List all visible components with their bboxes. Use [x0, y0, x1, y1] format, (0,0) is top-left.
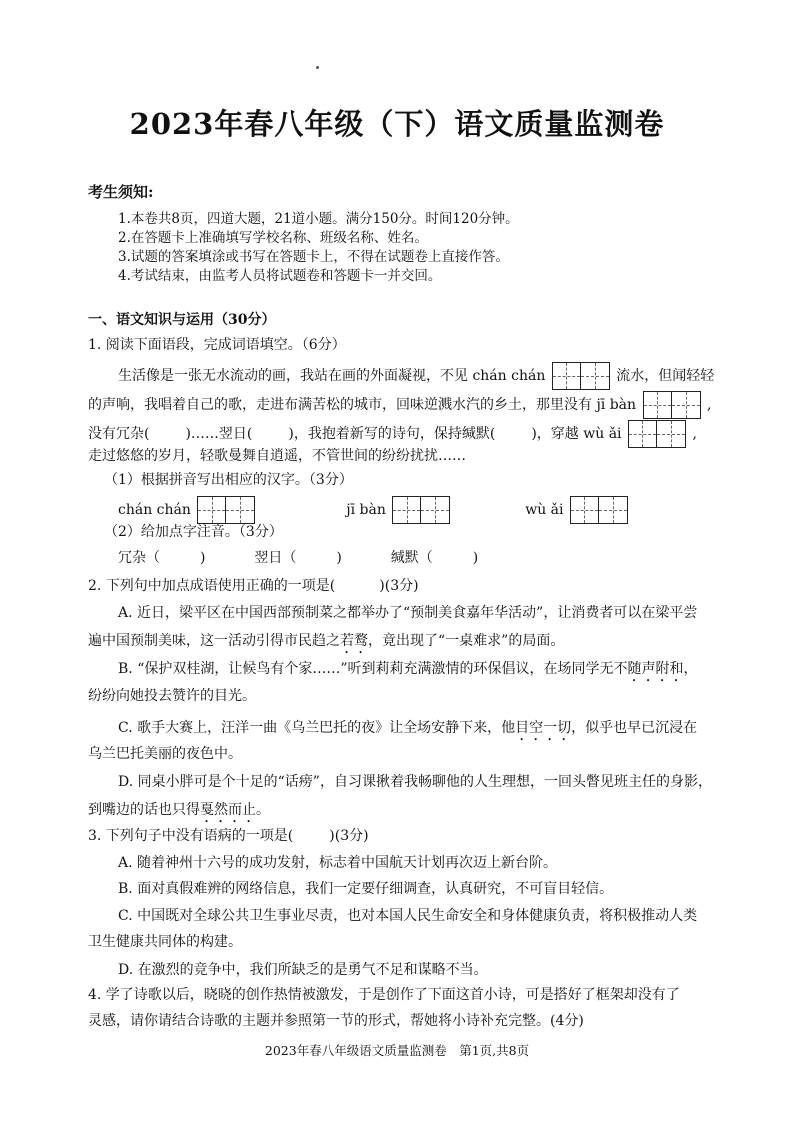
q2-option-b: B. “保护双桂湖，让候鸟有个家……”听到莉莉充满激情的环保倡议，在场同学无不随声附和， [118, 661, 698, 677]
q1-text: )，我抱着新写的诗句，保持缄默( [288, 426, 496, 442]
notice-item: 3.试题的答案填涂或书写在答题卡上，不得在试题卷上直接作答。 [118, 249, 509, 265]
answer-grid[interactable] [392, 496, 450, 524]
q2-option-a-cont: 遍中国预制美味，这一活动引得市民趋之若鹜，竟出现了“一桌难求”的局面。 [88, 633, 565, 649]
answer-grid-chanchan[interactable] [552, 362, 610, 390]
q3-stem: 3. 下列句子中没有语病的一项是( )(3分) [88, 828, 369, 844]
q3-option-b: B. 面对真假难辨的网络信息，我们一定要仔细调查，认真研究，不可盲目轻信。 [118, 881, 614, 897]
q3-option-d: D. 在激烈的竞争中，我们所缺乏的是勇气不足和谋略不当。 [118, 962, 488, 978]
page-title: 2023年春八年级（下）语文质量监测卷 [129, 107, 665, 141]
pinyin-label: wù ǎi [525, 502, 564, 518]
q2-option-a: A. 近日，梁平区在中国西部预制菜之都举办了“预制美食嘉年华活动”，让消费者可以在梁平尝 [118, 605, 698, 621]
notice-item: 4.考试结束，由监考人员将试题卷和答题卡一并交回。 [118, 268, 442, 284]
phonetic-word: 翌日（ [254, 550, 297, 566]
q1-phonetic-row: 冗杂（ ) 翌日（ ) 缄默（ ) [118, 550, 479, 566]
q1-text: 生活像是一张无水流动的画，我站在画的外面凝视，不见 chán chán [118, 368, 546, 384]
notice-heading: 考生须知: [88, 183, 154, 201]
q2-option-c-cont: 乌兰巴托美丽的夜色中。 [88, 746, 242, 762]
q2-option-b-cont: 纷纷向她投去赞许的目光。 [88, 688, 256, 704]
phonetic-word: 冗杂（ [118, 550, 160, 566]
q1-text: 没有冗杂( [88, 426, 150, 442]
q1-text: )……翌日( [185, 426, 253, 442]
q2-option-c: C. 歌手大赛上，汪洋一曲《乌兰巴托的夜》让全场安静下来，他目空一切，似乎也早已沉浸在 [118, 720, 698, 736]
answer-grid[interactable] [197, 496, 255, 524]
section-heading: 一、语文知识与运用（30分） [88, 312, 276, 328]
q4-stem: 4. 学了诗歌以后，晓晓的创作热情被激发，于是创作了下面这首小诗，可是搭好了框架却没有了 [88, 987, 680, 1003]
q2-option-d-cont: 到嘴边的话也只得戛然而止。 [88, 802, 270, 818]
phonetic-word: 缄默（ [390, 550, 433, 566]
page-footer: 2023年春八年级语文质量监测卷 第1页,共8页 [264, 1043, 530, 1058]
q4-stem-cont: 灵感，请你请结合诗歌的主题并参照第一节的形式，帮她将小诗补充完整。(4分) [88, 1013, 584, 1029]
q1-stem: 1. 阅读下面语段，完成词语填空。（6分） [88, 337, 346, 353]
q1-text: )，穿越 wù ǎi [531, 426, 622, 442]
notice-item: 1.本卷共8页，四道大题，21道小题。满分150分。时间120分钟。 [118, 211, 519, 227]
q2-stem: 2. 下列句中加点成语使用正确的一项是( )(3分) [88, 578, 419, 594]
answer-grid-jiban[interactable] [643, 391, 701, 419]
q3-option-c: C. 中国既对全球公共卫生事业尽责，也对本国人民生命安全和身体健康负责，将积极推动人类 [118, 908, 698, 924]
scan-speck [316, 66, 319, 69]
q1-passage-line: 的声响，我唱着自己的歌，走进布满苦松的城市，回味逆溅水汽的乡土，那里没有 jī bàn , [88, 391, 711, 419]
pinyin-label: jī bàn [346, 502, 386, 518]
q1-pinyin-row [118, 496, 630, 524]
q3-option-a: A. 随着神州十六号的成功发射，标志着中国航天计划再次迈上新台阶。 [118, 855, 558, 871]
q2-option-d: D. 同桌小胖可是个十足的“话痨”，自习课揪着我畅聊他的人生理想，一回头瞥见班主任的身影， [118, 774, 712, 790]
pinyin-label: chán chán [118, 502, 191, 518]
q1-passage-line [118, 362, 714, 390]
answer-grid-wuai[interactable] [628, 420, 686, 448]
answer-grid[interactable] [570, 496, 628, 524]
q1-sub2: （2）给加点字注音。（3分） [104, 524, 283, 540]
q1-text: 流水，但闻轻轻 [616, 368, 715, 384]
q1-text: 的声响，我唱着自己的歌，走进布满苦松的城市，回味逆溅水汽的乡土，那里没有 jī bàn [88, 397, 637, 413]
q1-passage-line: 没有冗杂( )……翌日( )，我抱着新写的诗句，保持缄默( )，穿越 wù ǎi , [88, 420, 697, 448]
q1-sub1: （1）根据拼音写出相应的汉字。（3分） [104, 472, 353, 488]
q3-option-c-cont: 卫生健康共同体的构建。 [88, 934, 242, 950]
q1-passage-line: 走过悠悠的岁月，轻歌曼舞自逍遥，不管世间的纷纷扰扰…… [88, 448, 466, 464]
notice-item: 2.在答题卡上准确填写学校名称、班级名称、姓名。 [118, 230, 428, 246]
